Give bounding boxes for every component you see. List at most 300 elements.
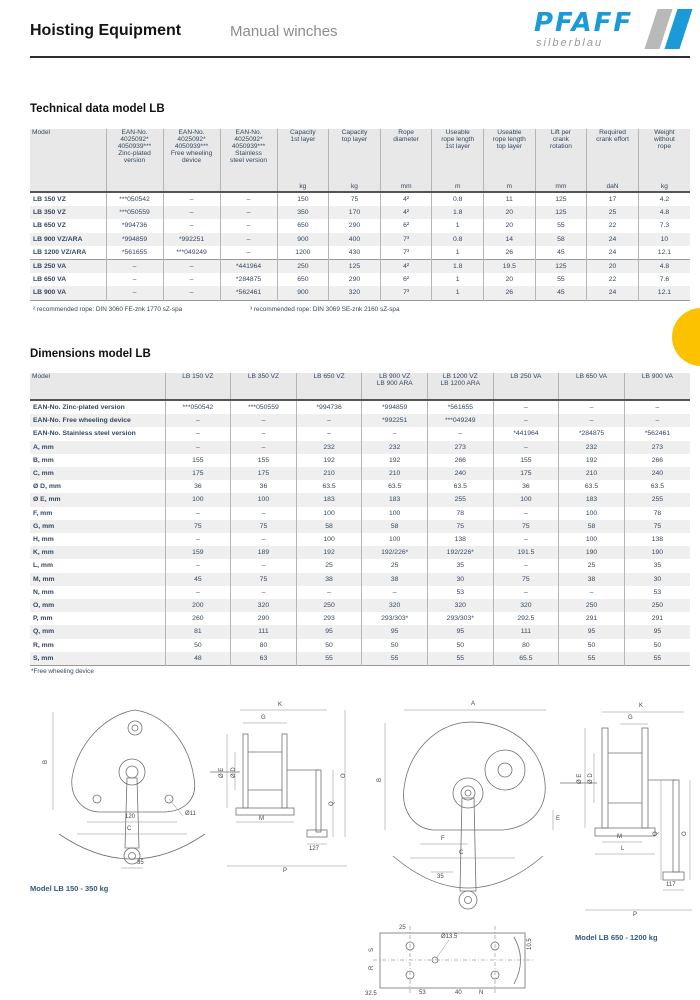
caption-lb150-350: Model LB 150 - 350 kg [30,884,109,893]
value-cell: 38 [362,573,428,586]
value-cell: 17 [587,192,639,206]
t2-row [30,441,690,454]
t2-row [30,467,690,480]
value-cell: 100 [362,533,428,546]
value-cell: 100 [231,493,297,506]
dim-label: E [556,816,561,822]
value-cell: 53 [624,586,690,599]
value-cell: 100 [296,533,362,546]
value-cell: 36 [231,480,297,493]
value-cell: 30 [427,573,493,586]
value-cell: ***050542 [106,192,163,206]
value-cell: 25 [559,559,625,572]
value-cell: 24 [587,246,639,260]
value-cell: 63.5 [296,480,362,493]
value-cell: 20 [587,260,639,274]
value-cell: 80 [231,639,297,652]
dim-label: 25 [399,925,406,931]
value-cell: – [165,533,231,546]
dim-label: S [369,947,375,952]
value-cell: – [163,219,220,232]
value-cell: 6² [380,219,432,232]
page-subtitle: Manual winches [230,23,338,40]
value-cell: 192 [296,546,362,559]
value-cell: 58 [362,520,428,533]
dim-label: Ø13.5 [441,934,458,940]
value-cell: 189 [231,546,297,559]
value-cell: 138 [427,533,493,546]
dim-label: Q [653,831,659,836]
value-cell: 1.8 [432,260,484,274]
dimension-label: Ø E, mm [33,496,61,504]
dimension-label: H, mm [33,536,54,544]
t1-row [30,260,690,274]
dim-label: Ø E [219,767,225,778]
value-cell: 125 [329,260,381,274]
value-cell: *994736 [296,400,362,414]
value-cell: 55 [427,652,493,666]
value-cell: 232 [296,441,362,454]
value-cell: 63.5 [559,480,625,493]
value-cell: 81 [165,625,231,638]
value-cell: 138 [624,533,690,546]
value-cell: 255 [427,493,493,506]
value-cell: 63.5 [624,480,690,493]
t1-column-header: Capacity 1st layer kg [277,129,329,192]
value-cell: 125 [535,260,587,274]
caption-lb650-1200: Model LB 650 - 1200 kg [575,933,658,942]
value-cell: 266 [624,454,690,467]
value-cell: 75 [493,573,559,586]
t2-row [30,625,690,638]
t2-column-header: LB 900 VZ LB 900 ARA [362,373,428,400]
value-cell: 25 [587,206,639,219]
dimension-label: EAN-No. Zinc-plated version [33,404,125,411]
model-name: LB 350 VZ [33,209,66,217]
dim-label: G [261,715,266,721]
t1-column-header: Required crank effort daN [587,129,639,192]
value-cell: 240 [624,467,690,480]
value-cell: 900 [277,233,329,246]
value-cell: 75 [493,520,559,533]
dim-label: K [639,703,644,709]
value-cell: 45 [165,573,231,586]
drawing-lb150-350 [35,698,355,883]
value-cell: 50 [427,639,493,652]
value-cell: 100 [493,493,559,506]
value-cell: 266 [427,454,493,467]
t1-column-header: Rope diameter mm [380,129,432,192]
value-cell: ***050559 [106,206,163,219]
value-cell: 260 [165,612,231,625]
dimension-label: L, mm [33,562,54,570]
value-cell: 155 [165,454,231,467]
dimension-label: K, mm [33,549,54,557]
value-cell: 65.5 [493,652,559,666]
dim-label: 10.5 [527,938,533,950]
value-cell: 190 [624,546,690,559]
dim-label: Ø E [577,773,583,784]
value-cell: 22 [587,273,639,286]
t2-column-header: LB 650 VZ [296,373,362,400]
value-cell: – [231,441,297,454]
t2-row [30,480,690,493]
value-cell: – [296,586,362,599]
value-cell: 26 [484,286,536,300]
value-cell: 26 [484,246,536,260]
table1-header-row [30,129,690,192]
model-name: LB 900 VA [33,289,67,297]
value-cell: 320 [493,599,559,612]
value-cell: 192 [296,454,362,467]
value-cell: 24 [587,233,639,246]
t1-row [30,286,690,300]
value-cell: *441964 [220,260,277,274]
value-cell: 100 [362,507,428,520]
t1-column-header: Lift per crank rotation mm [535,129,587,192]
value-cell: 12.1 [638,286,690,300]
value-cell: – [165,586,231,599]
page-title: Hoisting Equipment [30,22,182,39]
value-cell: 78 [427,507,493,520]
value-cell: 650 [277,273,329,286]
value-cell: 175 [493,467,559,480]
value-cell: 192 [559,454,625,467]
value-cell: 250 [277,260,329,274]
value-cell: 273 [624,441,690,454]
value-cell: – [220,192,277,206]
value-cell: 192 [362,454,428,467]
t2-row [30,573,690,586]
value-cell: – [163,260,220,274]
value-cell: 58 [535,233,587,246]
value-cell: 22 [587,219,639,232]
value-cell: – [493,586,559,599]
value-cell: 240 [427,467,493,480]
value-cell: 7.6 [638,273,690,286]
value-cell: – [493,441,559,454]
dim-label: B [377,777,383,782]
value-cell: 63.5 [362,480,428,493]
t1-column-header: Capacity top layer kg [329,129,381,192]
dim-label: C [127,826,132,832]
value-cell: 95 [427,625,493,638]
dimension-label: N, mm [33,588,54,596]
dim-label: F [441,836,445,842]
dim-label: C [459,850,464,856]
model-name: LB 650 VA [33,276,67,284]
dim-label: N [479,990,484,996]
value-cell: – [231,559,297,572]
dimension-label: F, mm [33,509,53,517]
value-cell: – [165,427,231,440]
t2-row [30,493,690,506]
dimension-label: C, mm [33,470,54,478]
value-cell: 7³ [380,286,432,300]
t2-row [30,454,690,467]
t1-row [30,233,690,246]
value-cell: 11 [484,192,536,206]
value-cell: *562461 [220,286,277,300]
value-cell: – [559,586,625,599]
value-cell: – [163,206,220,219]
dim-label: M [617,834,622,840]
value-cell: 320 [427,599,493,612]
dimension-label: A, mm [33,443,54,451]
value-cell: 100 [296,507,362,520]
t2-row [30,400,690,414]
value-cell: *441964 [493,427,559,440]
value-cell: 4.8 [638,260,690,274]
t1-column-header: EAN-No. 4025092* 4050939*** Zinc-plated version [106,129,163,192]
value-cell: 273 [427,441,493,454]
value-cell: 95 [362,625,428,638]
value-cell: 200 [165,599,231,612]
value-cell: 175 [165,467,231,480]
value-cell: *992251 [163,233,220,246]
winch-front-side-view-large [365,698,695,998]
value-cell: 95 [559,625,625,638]
value-cell: 50 [165,639,231,652]
value-cell: 50 [296,639,362,652]
t1-column-header: Weight without rope kg [638,129,690,192]
dimension-label: S, mm [33,654,54,662]
winch-front-side-view-small [35,698,355,883]
value-cell: 430 [329,246,381,260]
value-cell: 63.5 [427,480,493,493]
header-divider [30,56,690,58]
value-cell: 75 [231,520,297,533]
dimension-label: R, mm [33,641,54,649]
value-cell: *561655 [427,400,493,414]
value-cell: – [493,559,559,572]
dimension-label: O, mm [33,602,55,610]
value-cell: 20 [484,206,536,219]
value-cell: 1.8 [432,206,484,219]
value-cell: 55 [296,652,362,666]
value-cell: ***050542 [165,400,231,414]
model-name: LB 1200 VZ/ARA [33,248,87,256]
t2-row [30,520,690,533]
t2-row [30,639,690,652]
value-cell: 4.2 [638,192,690,206]
t2-column-header: LB 1200 VZ LB 1200 ARA [427,373,493,400]
value-cell: 55 [624,652,690,666]
value-cell: 293 [296,612,362,625]
value-cell: 78 [624,507,690,520]
value-cell: – [106,286,163,300]
value-cell: 293/303* [362,612,428,625]
dim-label: 117 [666,882,676,888]
table2-title: Dimensions model LB [30,348,151,360]
value-cell: 291 [559,612,625,625]
value-cell: 95 [624,625,690,638]
value-cell: 12.1 [638,246,690,260]
value-cell: – [106,273,163,286]
value-cell: 50 [624,639,690,652]
value-cell: 192/226* [362,546,428,559]
value-cell: – [624,414,690,427]
value-cell: *284875 [220,273,277,286]
value-cell: – [163,273,220,286]
value-cell: ***050559 [231,400,297,414]
value-cell: – [165,559,231,572]
dimension-label: G, mm [33,522,55,530]
value-cell: 38 [559,573,625,586]
value-cell: 95 [296,625,362,638]
value-cell: 159 [165,546,231,559]
value-cell: – [493,533,559,546]
value-cell: 0.8 [432,192,484,206]
value-cell: 155 [493,454,559,467]
dimensions-table [30,373,690,666]
value-cell: – [427,427,493,440]
value-cell: – [165,441,231,454]
value-cell: 1200 [277,246,329,260]
value-cell: *994736 [106,219,163,232]
t1-row [30,273,690,286]
value-cell: 20 [484,219,536,232]
value-cell: – [163,192,220,206]
dim-label: O [341,773,347,778]
t1-row [30,192,690,206]
value-cell: 290 [329,273,381,286]
value-cell: 6² [380,273,432,286]
value-cell: 75 [427,520,493,533]
dimension-label: EAN-No. Stainless steel version [33,430,136,438]
value-cell: – [493,400,559,414]
t2-row [30,559,690,572]
dim-label: 40 [455,990,462,996]
t2-row [30,533,690,546]
value-cell: – [559,414,625,427]
value-cell: 100 [165,493,231,506]
value-cell: 55 [535,219,587,232]
value-cell: 7.3 [638,219,690,232]
dim-label: P [283,868,288,874]
value-cell: – [231,427,297,440]
value-cell: 183 [362,493,428,506]
value-cell: 350 [277,206,329,219]
dim-label: O [682,831,688,836]
dim-label: Ø D [588,773,594,784]
dimension-label: B, mm [33,456,54,464]
t2-row [30,586,690,599]
value-cell: 75 [231,573,297,586]
value-cell: ***049249 [427,414,493,427]
t1-column-header: Model [30,129,106,192]
value-cell: 183 [559,493,625,506]
t2-row [30,427,690,440]
t2-row [30,652,690,666]
value-cell: 4² [380,260,432,274]
value-cell: – [106,260,163,274]
dimension-label: P, mm [33,615,53,623]
t2-row [30,414,690,427]
model-name: LB 150 VZ [33,196,66,203]
value-cell: *994859 [362,400,428,414]
t2-column-header: LB 150 VZ [165,373,231,400]
value-cell: – [231,533,297,546]
value-cell: 290 [231,612,297,625]
value-cell: – [362,586,428,599]
value-cell: 192/226* [427,546,493,559]
value-cell: 1 [432,286,484,300]
model-name: LB 900 VZ/ARA [33,235,83,243]
value-cell: 55 [535,273,587,286]
value-cell: 400 [329,233,381,246]
value-cell: 111 [493,625,559,638]
t1-row [30,219,690,232]
dim-label: L [621,846,625,852]
value-cell: – [362,427,428,440]
value-cell: 4² [380,206,432,219]
value-cell: – [220,246,277,260]
value-cell: 155 [231,454,297,467]
dim-label: G [628,715,633,721]
t2-row [30,546,690,559]
value-cell: 10 [638,233,690,246]
value-cell: – [165,507,231,520]
value-cell: – [220,206,277,219]
dim-label: P [633,912,638,918]
t1-row [30,246,690,260]
dimension-label: M, mm [33,575,55,583]
dim-label: Q [329,801,335,806]
table1-footnote-1: ² recommended rope: DIN 3060 FE-znk 1770 sZ-spa [33,306,183,313]
value-cell: 38 [296,573,362,586]
dim-label: Ø D [231,767,237,778]
value-cell: 35 [427,559,493,572]
t2-column-header: Model [30,373,165,400]
value-cell: – [624,400,690,414]
t1-row [30,206,690,219]
table2-footnote: *Free wheeling device [31,668,94,675]
value-cell: 75 [165,520,231,533]
value-cell: 293/303* [427,612,493,625]
value-cell: 292.5 [493,612,559,625]
value-cell: 1 [432,273,484,286]
model-name: LB 250 VA [33,263,67,271]
value-cell: 210 [362,467,428,480]
dim-label: 35 [437,874,444,880]
dim-label: R [369,965,375,970]
value-cell: 650 [277,219,329,232]
value-cell: – [165,414,231,427]
value-cell: 320 [362,599,428,612]
value-cell: 20 [484,273,536,286]
value-cell: 4.8 [638,206,690,219]
value-cell: 250 [559,599,625,612]
value-cell: – [493,507,559,520]
t2-column-header: LB 650 VA [559,373,625,400]
value-cell: 36 [493,480,559,493]
value-cell: 4² [380,192,432,206]
value-cell: 48 [165,652,231,666]
dim-label: 127 [309,846,320,852]
technical-data-table [30,129,690,301]
dimension-label: Ø D, mm [33,483,61,491]
value-cell: 36 [165,480,231,493]
value-cell: 45 [535,286,587,300]
t1-column-header: Useable rope length top layer m [484,129,536,192]
pfaff-logo [532,8,690,52]
value-cell: 1 [432,219,484,232]
value-cell: 320 [329,286,381,300]
dim-label: A [471,701,476,707]
dimension-label: Q, mm [33,628,55,636]
value-cell: 63 [231,652,297,666]
